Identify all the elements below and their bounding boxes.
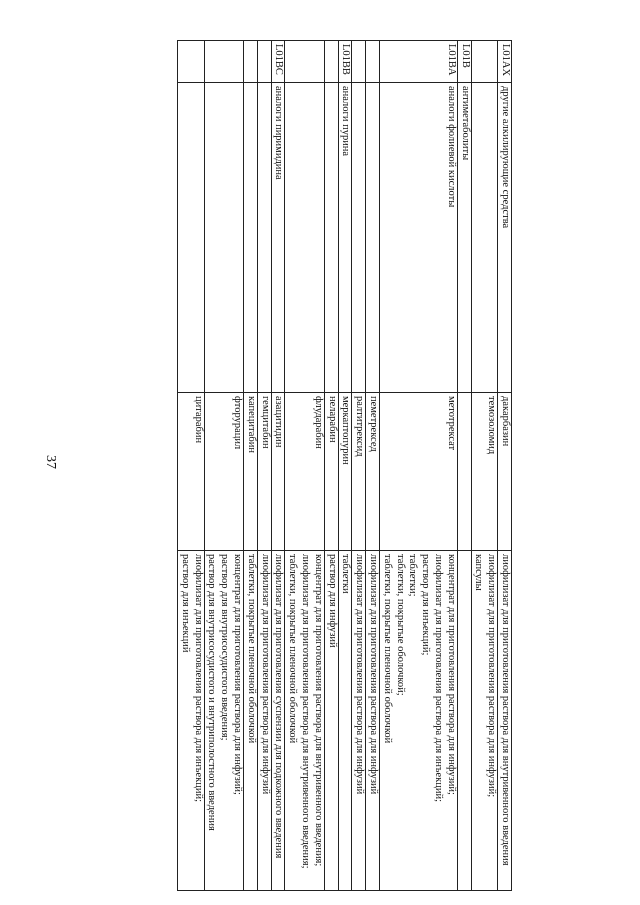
dosage-forms-cell xyxy=(457,551,471,891)
dosage-form: концентрат для приготовления раствора для инфузий; xyxy=(445,554,457,795)
table-row xyxy=(204,41,243,891)
dosage-form: лиофилизат для приготовления раствора для внутривенного введения; xyxy=(300,554,312,869)
drug-cell: пеметрексед xyxy=(366,393,380,551)
dosage-form: лиофилизат для приготовления раствора для внутривенного введения xyxy=(500,554,511,866)
drug-table-body xyxy=(178,41,512,891)
dosage-form: лиофилизат для приготовления раствора для инфузий; xyxy=(486,554,498,798)
dosage-form: лиофилизат для приготовления раствора для инъекций; xyxy=(433,554,445,803)
drug-cell xyxy=(457,393,471,551)
group-cell xyxy=(285,83,324,393)
atc-code-cell xyxy=(324,41,338,83)
atc-code-cell: L01B xyxy=(457,41,471,83)
group-cell xyxy=(471,83,498,393)
table-row xyxy=(498,41,512,891)
dosage-forms-cell xyxy=(498,551,512,891)
group-cell xyxy=(244,83,258,393)
drug-cell: флударабин xyxy=(285,393,324,551)
dosage-form: капсулы xyxy=(473,554,485,591)
dosage-forms-cell xyxy=(338,551,352,891)
dosage-forms-cell xyxy=(352,551,366,891)
table-row xyxy=(380,41,458,891)
drug-cell: ралтитрексид xyxy=(352,393,366,551)
atc-code-cell xyxy=(257,41,271,83)
dosage-form: лиофилизат для приготовления раствора для инфузий xyxy=(368,554,380,795)
dosage-form: таблетки, покрытые пленочной оболочкой xyxy=(381,554,393,744)
rotated-table-wrapper xyxy=(87,40,512,890)
dosage-form: раствор для внутрисосудистого и внутриполостного введения xyxy=(206,554,218,831)
dosage-form: таблетки, покрытые оболочкой; xyxy=(394,554,406,696)
dosage-form: раствор для инъекций; xyxy=(420,554,432,656)
table-row xyxy=(338,41,352,891)
page-number: 37 xyxy=(43,455,58,469)
group-cell: аналоги пиримидина xyxy=(271,83,285,393)
atc-code-cell xyxy=(244,41,258,83)
table-row xyxy=(366,41,380,891)
dosage-forms-cell xyxy=(204,551,243,891)
drug-cell: меркаптопурин xyxy=(338,393,352,551)
dosage-form: раствор для инъекций xyxy=(179,554,191,653)
table-row xyxy=(257,41,271,891)
dosage-form: лиофилизат для приготовления раствора для инфузий xyxy=(259,554,271,795)
table-row xyxy=(178,41,205,891)
drug-cell: дакарбазин xyxy=(498,393,512,551)
atc-code-cell: L01BB xyxy=(338,41,352,83)
group-cell xyxy=(257,83,271,393)
atc-code-cell: L01AX xyxy=(498,41,512,83)
atc-code-cell xyxy=(366,41,380,83)
dosage-forms-cell xyxy=(271,551,285,891)
dosage-forms-cell xyxy=(257,551,271,891)
drug-cell: фторурацил xyxy=(204,393,243,551)
group-cell xyxy=(366,83,380,393)
group-cell xyxy=(178,83,205,393)
table-row xyxy=(324,41,338,891)
drug-cell: азацитидин xyxy=(271,393,285,551)
dosage-form: лиофилизат для приготовления раствора для инъекций; xyxy=(192,554,204,803)
group-cell xyxy=(324,83,338,393)
dosage-form: таблетки, покрытые пленочной оболочкой xyxy=(245,554,257,744)
table-row xyxy=(352,41,366,891)
table-row xyxy=(244,41,258,891)
dosage-forms-cell xyxy=(324,551,338,891)
dosage-form: лиофилизат для приготовления суспензии для подкожного введения xyxy=(273,554,285,859)
group-cell xyxy=(204,83,243,393)
table-row xyxy=(271,41,285,891)
drug-table xyxy=(177,40,512,891)
dosage-form: раствор для внутрисосудистого введения; xyxy=(219,554,231,741)
dosage-form: таблетки; xyxy=(407,554,419,597)
dosage-forms-cell xyxy=(178,551,205,891)
drug-cell: цитарабин xyxy=(178,393,205,551)
atc-code-cell: L01BC xyxy=(271,41,285,83)
drug-cell: капецитабин xyxy=(244,393,258,551)
dosage-forms-cell xyxy=(244,551,258,891)
dosage-forms-cell xyxy=(471,551,498,891)
atc-code-cell xyxy=(471,41,498,83)
drug-cell: темозоломид xyxy=(471,393,498,551)
atc-code-cell: L01BA xyxy=(380,41,458,83)
drug-cell: гемцитабин xyxy=(257,393,271,551)
table-row xyxy=(285,41,324,891)
drug-cell: метотрексат xyxy=(380,393,458,551)
atc-code-cell xyxy=(352,41,366,83)
group-cell xyxy=(352,83,366,393)
dosage-form: раствор для инфузий xyxy=(326,554,338,648)
dosage-form: концентрат для приготовления раствора для внутривенного введения; xyxy=(312,554,324,867)
table-row xyxy=(457,41,471,891)
dosage-forms-cell xyxy=(366,551,380,891)
group-cell: аналоги фолиевой кислоты xyxy=(380,83,458,393)
dosage-form: таблетки, покрытые пленочной оболочкой xyxy=(287,554,299,744)
dosage-form: таблетки xyxy=(340,554,352,594)
atc-code-cell xyxy=(178,41,205,83)
group-cell: другие алкилирующие средства xyxy=(498,83,512,393)
atc-code-cell xyxy=(204,41,243,83)
dosage-forms-cell xyxy=(285,551,324,891)
group-cell: антиметаболиты xyxy=(457,83,471,393)
dosage-form: лиофилизат для приготовления раствора для инфузий xyxy=(354,554,366,795)
table-row xyxy=(471,41,498,891)
dosage-form: концентрат для приготовления раствора для инфузий; xyxy=(232,554,244,795)
drug-cell: неларабин xyxy=(324,393,338,551)
dosage-forms-cell xyxy=(380,551,458,891)
atc-code-cell xyxy=(285,41,324,83)
group-cell: аналоги пурина xyxy=(338,83,352,393)
